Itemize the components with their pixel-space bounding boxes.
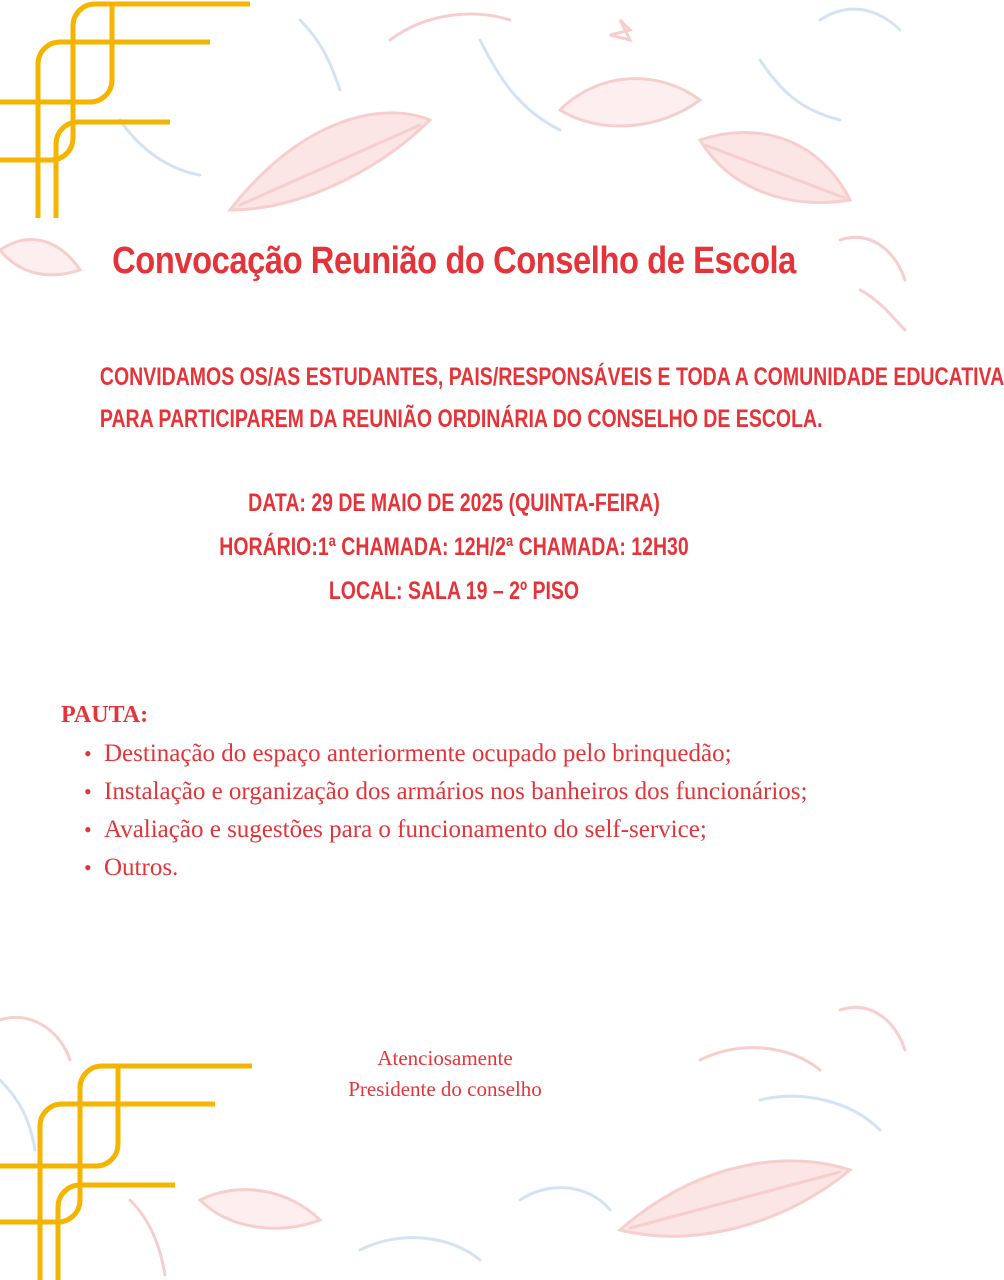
agenda-item-text: Avaliação e sugestões para o funcionamento do self-service; [104,816,707,843]
agenda-item [84,812,864,847]
meeting-date: DATA: 29 DE MAIO DE 2025 (QUINTA-FEIRA) [248,489,660,517]
meeting-details [100,481,808,613]
agenda-heading: PAUTA: [61,702,149,728]
invitation-line-2: PARA PARTICIPAREM DA REUNIÃO ORDINÁRIA DO CONSELHO DE ESCOLA. [99,405,823,433]
agenda-item-text: Instalação e organização dos armários nos banheiros dos funcionários; [104,778,808,805]
closing-greeting: Atenciosamente [377,1046,513,1070]
closing-signature [0,1043,890,1105]
page-title: Convocação Reunião do Conselho de Escola [112,240,796,282]
meeting-time: HORÁRIO:1ª CHAMADA: 12H/2ª CHAMADA: 12H30 [219,533,689,561]
bullet-icon: • [84,855,92,880]
agenda-item [84,850,864,885]
corner-ornament-top [0,0,260,230]
agenda-item [84,736,864,771]
invitation-text [99,356,1004,440]
agenda-item-text: Destinação do espaço anteriormente ocupado pelo brinquedão; [104,740,732,767]
meeting-place: LOCAL: SALA 19 – 2º PISO [328,577,580,605]
agenda-list [84,736,864,888]
invitation-line-1: CONVIDAMOS OS/AS ESTUDANTES, PAIS/RESPONSÁVEIS E TODA A COMUNIDADE EDUCATIVA [99,363,1004,391]
agenda-item [84,774,864,809]
bullet-icon: • [84,817,92,842]
bullet-icon: • [84,741,92,766]
bullet-icon: • [84,779,92,804]
agenda-item-text: Outros. [104,854,179,881]
signatory-title: Presidente do conselho [348,1077,542,1101]
